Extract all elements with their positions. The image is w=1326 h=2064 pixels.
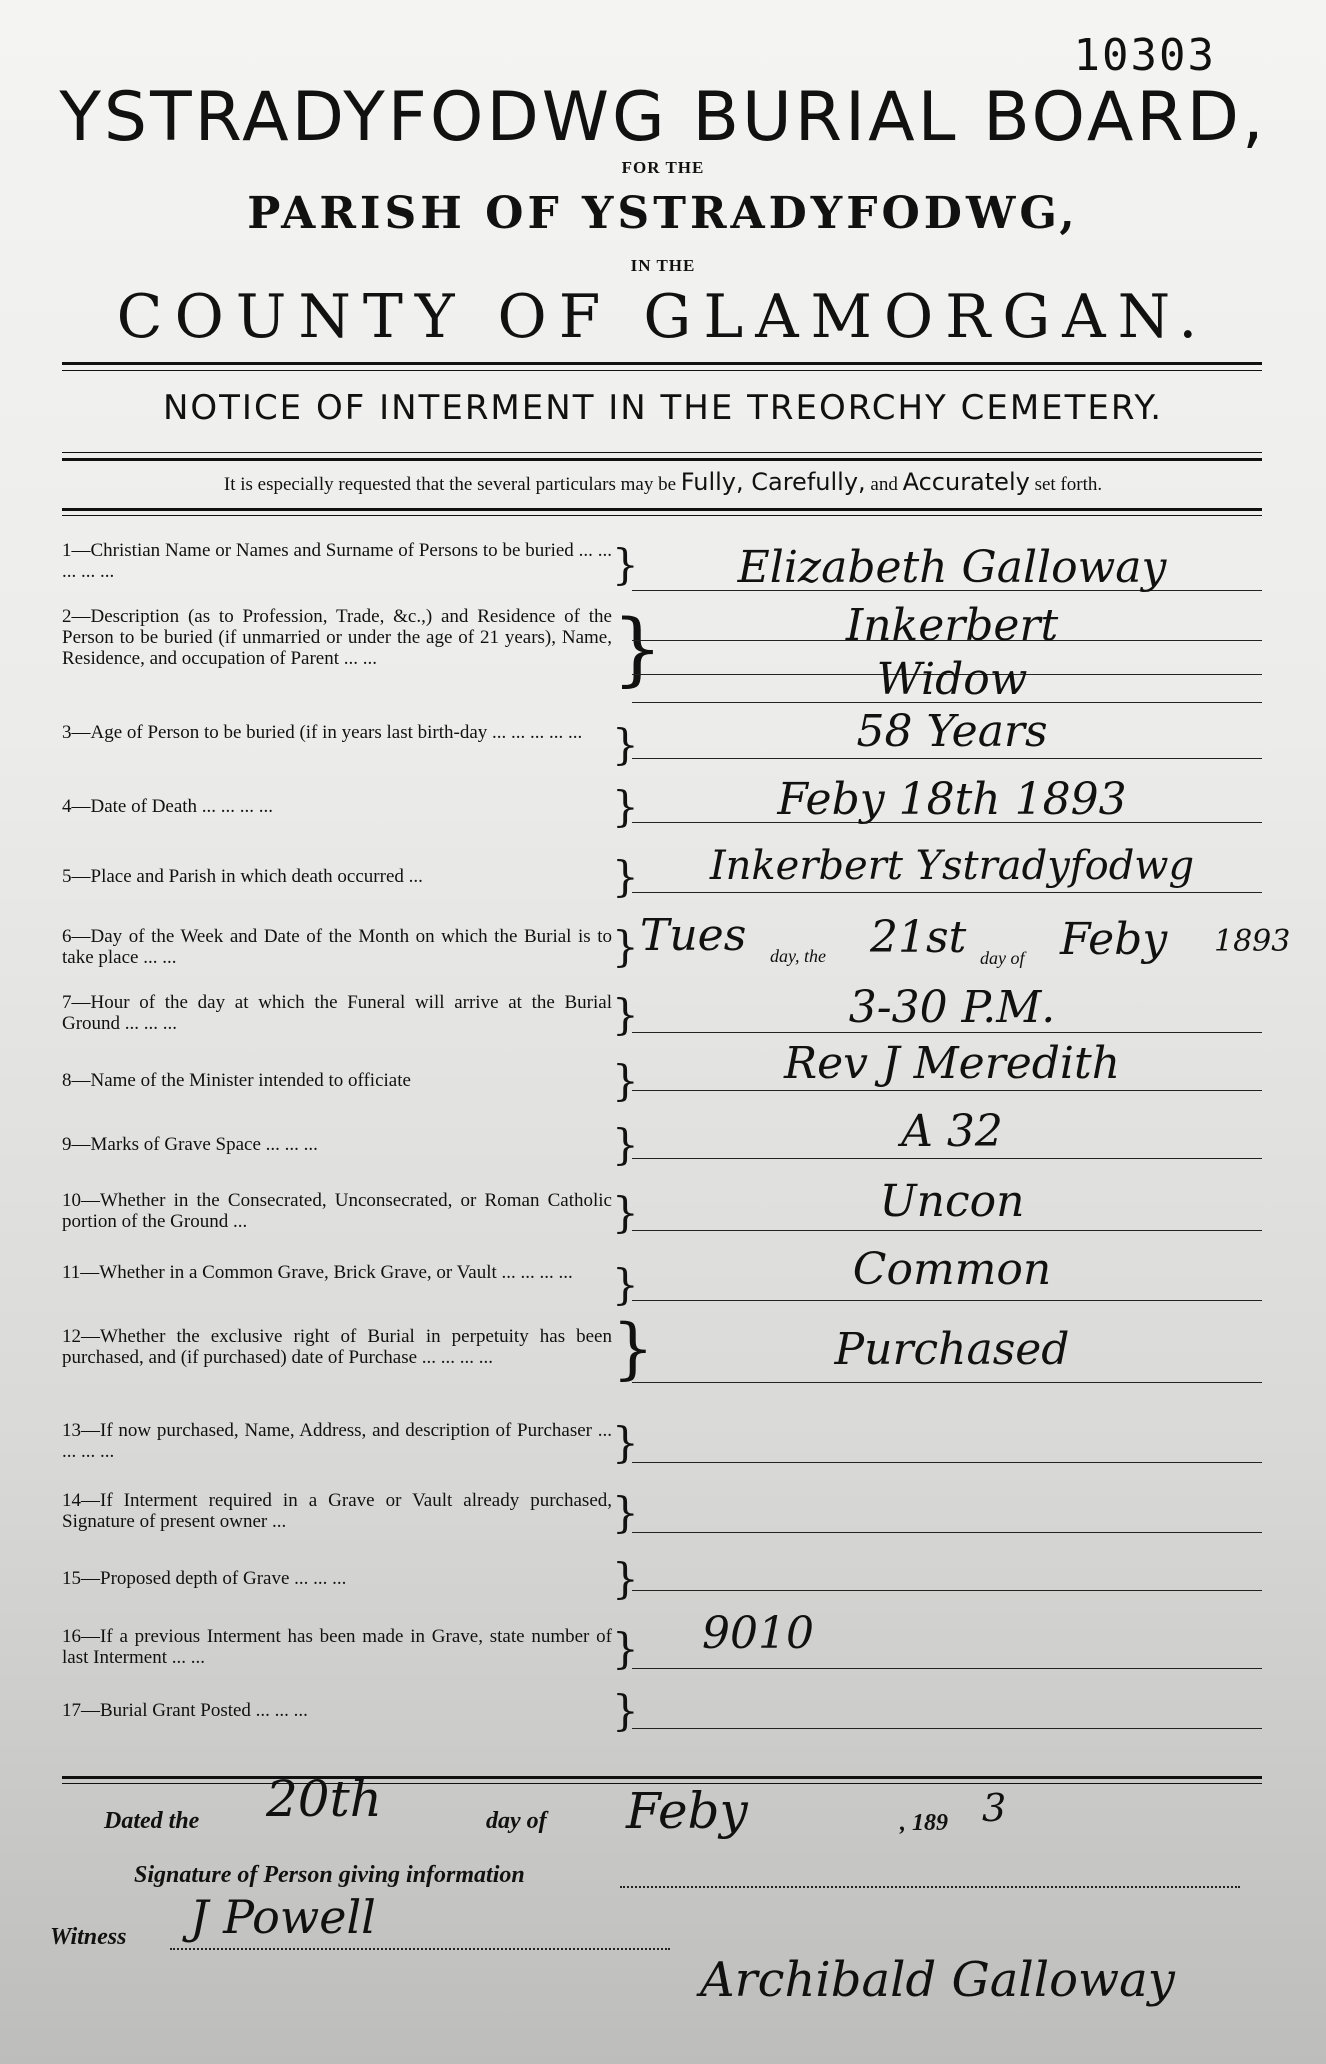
year-digit: 3 [982, 1786, 1007, 1830]
answer-purchase: Purchased [834, 1324, 1070, 1375]
witness-line [170, 1948, 670, 1950]
informant-signature: Archibald Galloway [700, 1952, 1175, 2008]
brace: } [612, 540, 639, 589]
dated-the-label: Dated the [104, 1808, 200, 1834]
county-title: COUNTY OF GLAMORGAN. [116, 282, 1210, 352]
brace: } [612, 1488, 639, 1537]
answer-consecration: Uncon [879, 1176, 1025, 1227]
row-label: 16—If a previous Interment has been made in Grave, state number of last Interment ... ... [62, 1626, 612, 1668]
row-label: 6—Day of the Week and Date of the Month on which the Burial is to take place ... ... [62, 926, 612, 968]
witness-signature: J Powell [190, 1890, 376, 1944]
parish-title: PARISH OF YSTRADYFODWG, [247, 188, 1079, 239]
brace: } [612, 852, 639, 901]
answer-line [632, 1300, 1262, 1301]
row-label: 12—Whether the exclusive right of Burial in perpetuity has been purchased, and (if purchased) date of Purchase ... ... ... ... [62, 1326, 612, 1368]
brace: } [612, 1418, 639, 1467]
brace: } [612, 1310, 654, 1387]
request-line [0, 468, 1326, 496]
answer-hour: 3-30 P.M. [848, 982, 1056, 1033]
notice-title: NOTICE OF INTERMENT IN THE TREORCHY CEMETERY. [162, 388, 1164, 428]
dated-month: Feby [626, 1782, 748, 1840]
row-label: 3—Age of Person to be buried (if in years last birth-day ... ... ... ... ... [62, 722, 583, 743]
row-6-burial-date [62, 910, 1291, 976]
divider [62, 508, 1262, 511]
row-label: 5—Place and Parish in which death occurred ... [62, 866, 423, 887]
divider [62, 458, 1262, 461]
brace: } [612, 782, 639, 831]
request-post: set forth. [1034, 474, 1103, 495]
answer-date-of-death: Feby 18th 1893 [777, 774, 1127, 825]
document-number: 10303 [1073, 30, 1216, 81]
signature-line [620, 1886, 1240, 1888]
answer-line [632, 1728, 1262, 1729]
row-11-grave-type [62, 1244, 1262, 1312]
answer-line [632, 892, 1262, 893]
answer-date-number: 21st [870, 912, 967, 963]
brace: } [612, 1188, 639, 1237]
answer-grave-marks: A 32 [901, 1106, 1003, 1157]
board-title: YSTRADYFODWG BURIAL BOARD, [59, 78, 1267, 157]
answer-place-of-death: Inkerbert Ystradyfodwg [709, 843, 1195, 889]
brace: } [612, 720, 639, 769]
answer-residence: Inkerbert [845, 600, 1059, 651]
day-of-label: day of [486, 1808, 547, 1834]
day-label: day, the [770, 946, 826, 966]
divider [62, 1776, 1262, 1779]
answer-line [632, 758, 1262, 759]
brace: } [612, 922, 639, 971]
row-4-date-of-death [62, 774, 1262, 846]
answer-minister: Rev J Meredith [783, 1038, 1121, 1089]
row-15-depth [62, 1554, 1262, 1608]
answer-occupation: Widow [876, 654, 1028, 705]
answer-month: Feby [1060, 914, 1168, 965]
divider [62, 362, 1262, 365]
divider [62, 515, 1262, 516]
brace: } [612, 602, 663, 695]
answer-line [632, 1668, 1262, 1669]
brace: } [612, 990, 639, 1039]
answer-line [632, 1158, 1262, 1159]
row-2-description [62, 600, 1262, 706]
row-1-name [62, 540, 1262, 600]
answer-line [632, 1590, 1262, 1591]
request-pre: It is especially requested that the several particulars may be [223, 474, 676, 495]
in-the-label: IN THE [630, 256, 696, 275]
row-label: 9—Marks of Grave Space ... ... ... [62, 1134, 318, 1155]
row-13-purchaser [62, 1420, 1262, 1470]
row-10-consecration [62, 1176, 1262, 1240]
row-label: 10—Whether in the Consecrated, Unconsecrated, or Roman Catholic portion of the Ground ... [62, 1190, 612, 1232]
brace: } [612, 1624, 639, 1673]
row-label: 14—If Interment required in a Grave or Vault already purchased, Signature of present owner ... [62, 1490, 612, 1532]
for-the-label: FOR THE [621, 158, 705, 177]
answer-grave-type: Common [852, 1244, 1052, 1295]
brace: } [612, 1686, 639, 1735]
signature-label: Signature of Person giving information [134, 1862, 525, 1888]
divider [62, 452, 1262, 453]
divider [62, 370, 1262, 371]
row-label: 15—Proposed depth of Grave ... ... ... [62, 1568, 347, 1589]
row-3-age [62, 706, 1262, 772]
row-9-grave-marks [62, 1106, 1262, 1184]
request-fully-carefully: Fully, Carefully, [680, 468, 866, 496]
brace: } [612, 1056, 639, 1105]
answer-age: 58 Years [856, 706, 1048, 757]
answer-line [632, 1532, 1262, 1533]
row-17-grant-posted [62, 1686, 1262, 1740]
row-5-place-of-death [62, 843, 1262, 916]
answer-year: 1893 [1214, 924, 1291, 959]
row-14-present-owner [62, 1490, 1262, 1540]
day-of-label: day of [980, 948, 1025, 968]
row-label: 4—Date of Death ... ... ... ... [62, 796, 274, 817]
row-label: 2—Description (as to Profession, Trade, &c.,) and Residence of the Person to be buried (if unmarried or under the age of 21 years), Name, Residence, and occupation of Parent ... ... [62, 606, 612, 669]
row-label: 17—Burial Grant Posted ... ... ... [62, 1700, 308, 1721]
answer-line [632, 1230, 1262, 1231]
row-16-previous-interment [62, 1608, 1262, 1676]
year-prefix: , 189 [900, 1810, 948, 1836]
answer-line [632, 1090, 1262, 1091]
row-label: 1—Christian Name or Names and Surname of Persons to be buried ... ... ... ... ... [62, 540, 612, 582]
row-label: 7—Hour of the day at which the Funeral will arrive at the Burial Ground ... ... ... [62, 992, 612, 1034]
answer-day-name: Tues [640, 910, 747, 961]
row-12-exclusive-right [62, 1310, 1262, 1400]
witness-label: Witness [50, 1924, 127, 1950]
brace: } [612, 1554, 639, 1603]
brace: } [612, 1120, 639, 1169]
dated-day: 20th [266, 1770, 382, 1828]
brace: } [612, 1260, 639, 1309]
row-label: 13—If now purchased, Name, Address, and description of Purchaser ... ... ... ... [62, 1420, 612, 1462]
row-label: 8—Name of the Minister intended to officiate [62, 1070, 411, 1091]
request-accurately: Accurately [902, 468, 1030, 496]
row-label: 11—Whether in a Common Grave, Brick Grave, or Vault ... ... ... ... [62, 1262, 573, 1283]
answer-previous-interment: 9010 [702, 1608, 814, 1659]
row-7-hour [62, 982, 1262, 1042]
answer-name: Elizabeth Galloway [737, 542, 1167, 593]
answer-line [632, 1462, 1262, 1463]
request-and: and [870, 474, 898, 495]
answer-line [632, 1382, 1262, 1383]
